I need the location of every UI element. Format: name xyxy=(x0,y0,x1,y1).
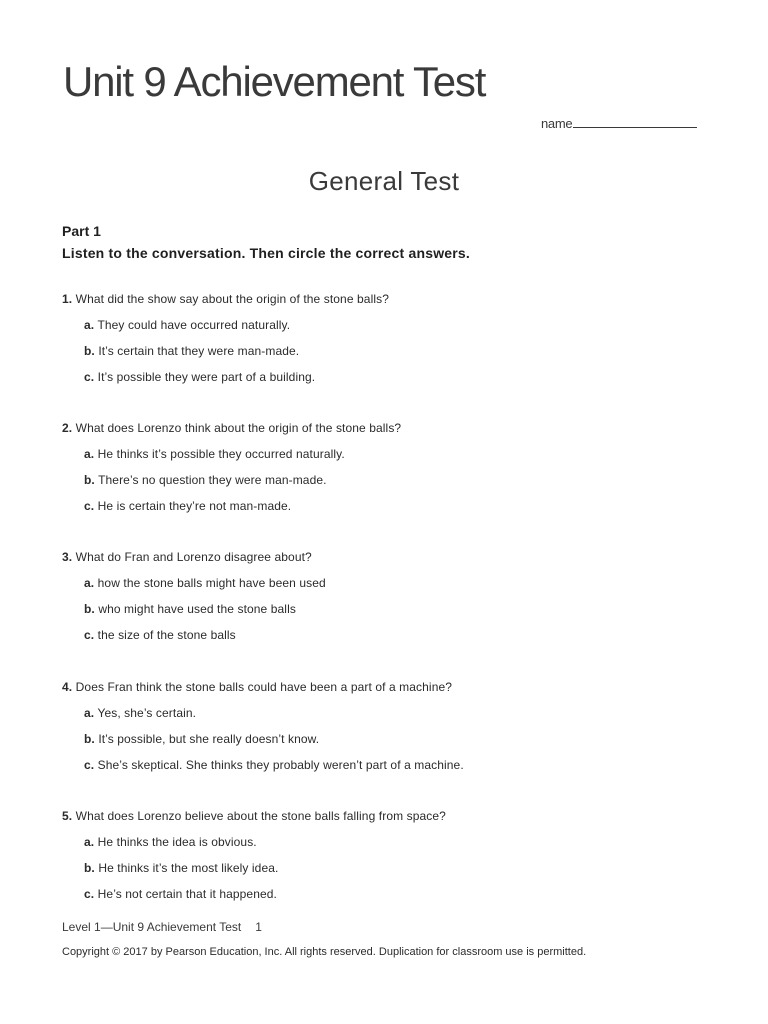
option-text: They could have occurred naturally. xyxy=(97,318,291,332)
option-letter: b. xyxy=(84,602,95,616)
answer-option-a[interactable] xyxy=(62,447,742,473)
answer-option-a[interactable] xyxy=(62,318,742,344)
option-letter: a. xyxy=(84,706,95,720)
answer-option-b[interactable] xyxy=(62,732,742,758)
answer-option-a[interactable] xyxy=(62,706,742,732)
question-text xyxy=(62,809,742,835)
option-text: He thinks it’s the most likely idea. xyxy=(98,861,279,875)
option-letter: a. xyxy=(84,318,95,332)
option-letter: b. xyxy=(84,861,95,875)
question-5 xyxy=(62,809,742,913)
option-text: There’s no question they were man-made. xyxy=(98,473,327,487)
page-title: Unit 9 Achievement Test xyxy=(63,58,486,105)
question-1 xyxy=(62,292,742,396)
name-label: name xyxy=(541,116,573,131)
answer-option-b[interactable] xyxy=(62,861,742,887)
page-number: 1 xyxy=(255,920,262,934)
answer-option-c[interactable] xyxy=(62,887,742,913)
answer-option-b[interactable] xyxy=(62,473,742,499)
question-prompt: What does Lorenzo believe about the stone balls falling from space? xyxy=(75,809,446,823)
answer-option-c[interactable] xyxy=(62,628,742,654)
part-instructions: Listen to the conversation. Then circle the correct answers. xyxy=(62,245,471,261)
answer-option-a[interactable] xyxy=(62,835,742,861)
question-number: 2. xyxy=(62,421,73,435)
question-4 xyxy=(62,680,742,784)
question-3 xyxy=(62,550,742,654)
option-text: She’s skeptical. She thinks they probably weren’t part of a machine. xyxy=(97,758,464,772)
option-text: He is certain they’re not man-made. xyxy=(97,499,292,513)
question-prompt: What do Fran and Lorenzo disagree about? xyxy=(75,550,312,564)
answer-option-c[interactable] xyxy=(62,370,742,396)
option-text: He thinks it’s possible they occurred naturally. xyxy=(97,447,345,461)
option-letter: b. xyxy=(84,473,95,487)
part-label: Part 1 xyxy=(62,223,101,239)
answer-option-c[interactable] xyxy=(62,758,742,784)
answer-option-b[interactable] xyxy=(62,602,742,628)
question-number: 3. xyxy=(62,550,73,564)
question-text xyxy=(62,680,742,706)
option-text: It’s possible, but she really doesn’t know. xyxy=(98,732,320,746)
answer-option-b[interactable] xyxy=(62,344,742,370)
question-2 xyxy=(62,421,742,525)
copyright-notice: Copyright © 2017 by Pearson Education, Inc. All rights reserved. Duplication for classroom use is permitted. xyxy=(62,946,587,958)
option-text: It’s certain that they were man-made. xyxy=(98,344,300,358)
option-letter: c. xyxy=(84,887,95,901)
option-letter: c. xyxy=(84,499,95,513)
option-text: how the stone balls might have been used xyxy=(97,576,326,590)
section-subtitle: General Test xyxy=(308,166,460,196)
option-text: He thinks the idea is obvious. xyxy=(97,835,257,849)
footer-level xyxy=(62,920,262,934)
option-letter: a. xyxy=(84,447,95,461)
option-text: Yes, she’s certain. xyxy=(97,706,197,720)
option-text: He’s not certain that it happened. xyxy=(97,887,277,901)
option-letter: a. xyxy=(84,835,95,849)
answer-option-c[interactable] xyxy=(62,499,742,525)
question-text xyxy=(62,550,742,576)
answer-option-a[interactable] xyxy=(62,576,742,602)
name-field xyxy=(541,116,697,131)
option-letter: c. xyxy=(84,628,95,642)
option-text: who might have used the stone balls xyxy=(98,602,296,616)
option-letter: b. xyxy=(84,344,95,358)
option-letter: c. xyxy=(84,370,95,384)
question-text xyxy=(62,421,742,447)
option-letter: c. xyxy=(84,758,95,772)
option-letter: b. xyxy=(84,732,95,746)
question-prompt: Does Fran think the stone balls could have been a part of a machine? xyxy=(75,680,453,694)
option-text: the size of the stone balls xyxy=(97,628,236,642)
option-letter: a. xyxy=(84,576,95,590)
question-number: 1. xyxy=(62,292,73,306)
name-underline xyxy=(573,116,697,128)
footer-level-text: Level 1—Unit 9 Achievement Test xyxy=(62,920,242,934)
question-text xyxy=(62,292,742,318)
question-number: 5. xyxy=(62,809,73,823)
question-number: 4. xyxy=(62,680,73,694)
option-text: It’s possible they were part of a building. xyxy=(97,370,316,384)
question-prompt: What does Lorenzo think about the origin of the stone balls? xyxy=(75,421,402,435)
question-prompt: What did the show say about the origin of the stone balls? xyxy=(75,292,389,306)
